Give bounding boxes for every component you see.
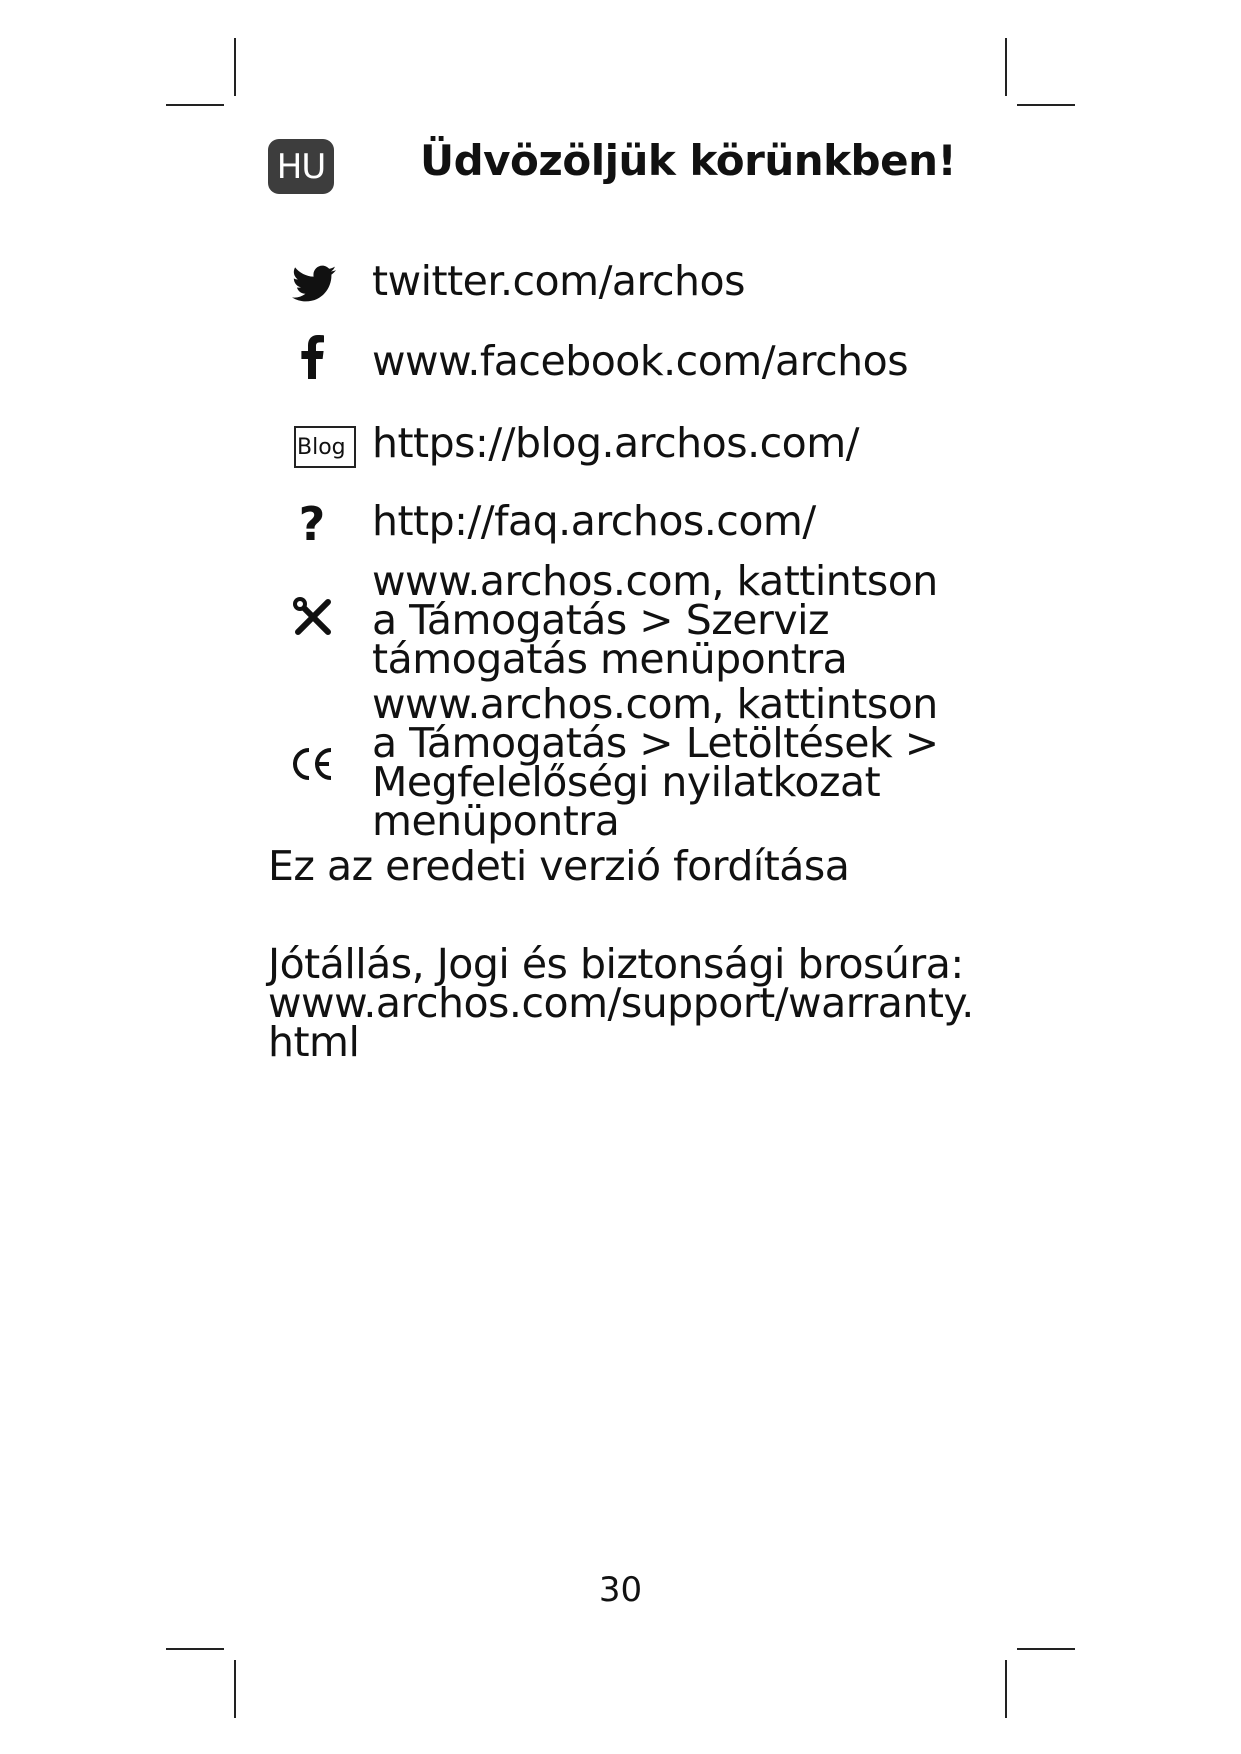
facebook-link[interactable]: www.facebook.com/archos (372, 337, 909, 385)
twitter-icon (290, 262, 338, 306)
ce-mark-icon (288, 742, 336, 786)
page-number: 30 (598, 1570, 643, 1610)
crop-mark (1005, 38, 1007, 96)
service-line: a Támogatás > Szerviz (372, 596, 829, 644)
warranty-line: Jótállás, Jogi és biztonsági brosúra: (268, 940, 964, 988)
translation-note: Ez az eredeti verzió fordítása (268, 842, 850, 890)
crop-mark (166, 104, 224, 106)
ce-line: Megfelelőségi nyilatkozat (372, 758, 881, 806)
warranty-line[interactable]: www.archos.com/support/warranty. (268, 979, 974, 1027)
blog-icon-label: Blog (297, 434, 346, 460)
ce-line: www.archos.com, kattintson (372, 680, 938, 728)
service-line: www.archos.com, kattintson (372, 557, 938, 605)
faq-link[interactable]: http://faq.archos.com/ (372, 497, 816, 545)
service-line: támogatás menüpontra (372, 635, 848, 683)
ce-line: menüpontra (372, 797, 620, 845)
warranty-line[interactable]: html (268, 1018, 360, 1066)
question-icon: ? (298, 497, 326, 551)
blog-link[interactable]: https://blog.archos.com/ (372, 419, 859, 467)
page-title: Üdvözöljük körünkben! (420, 136, 957, 185)
crop-mark (234, 1660, 236, 1718)
crop-mark (1017, 1648, 1075, 1650)
crop-mark (1017, 104, 1075, 106)
ce-line: a Támogatás > Letöltések > (372, 719, 939, 767)
facebook-icon (294, 334, 330, 380)
tools-icon (290, 594, 336, 640)
language-badge: HU (268, 139, 334, 194)
twitter-link[interactable]: twitter.com/archos (372, 257, 745, 305)
crop-mark (166, 1648, 224, 1650)
blog-icon (294, 426, 356, 468)
crop-mark (1005, 1660, 1007, 1718)
crop-mark (234, 38, 236, 96)
